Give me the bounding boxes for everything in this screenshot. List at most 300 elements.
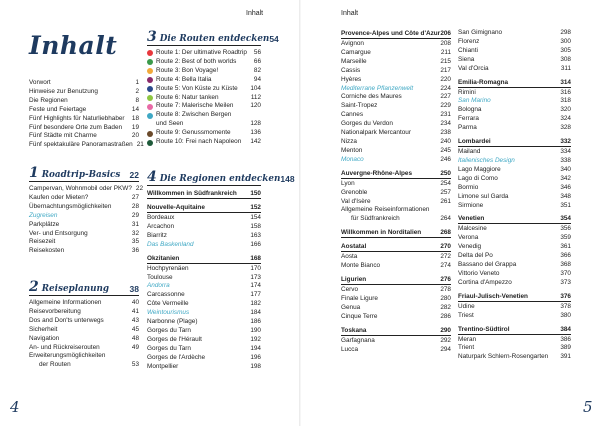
toc-entry-label: Ferrara [458, 115, 479, 123]
toc-entry[interactable] [341, 120, 451, 129]
toc-entry-label: Erweiterungsmöglichkeiten [29, 352, 106, 360]
toc-entry-label: für Südfrankreich [351, 215, 400, 223]
toc-entry[interactable] [147, 232, 261, 241]
toc-entry[interactable] [147, 354, 261, 363]
toc-entry-page: 198 [250, 362, 261, 370]
toc-entry[interactable] [29, 299, 139, 308]
toc-column-2 [458, 29, 571, 366]
group-page: 376 [560, 292, 571, 300]
toc-entry-label: Parma [458, 124, 477, 132]
toc-entry[interactable] [341, 346, 451, 355]
toc-entry-page: 292 [440, 336, 451, 344]
toc-entry[interactable] [147, 336, 261, 345]
toc-entry-label: Vorwort [29, 79, 51, 86]
toc-entry-label: Arcachon [147, 222, 174, 230]
toc-group [458, 137, 571, 210]
group-title: Friaul-Julisch-Venetien [458, 292, 528, 300]
toc-entry-label: Reisekosten [29, 247, 65, 255]
group-heading[interactable] [147, 254, 261, 264]
toc-entry-page: 370 [560, 269, 571, 277]
toc-entry-page: 234 [440, 120, 451, 128]
toc-entry[interactable] [341, 85, 451, 94]
page-number: 4 [10, 398, 20, 416]
section-title: Die Regionen entdecken [159, 174, 281, 185]
route-label: Route 8: Zwischen Bergen [156, 111, 232, 119]
toc-entry[interactable] [147, 363, 261, 372]
route-page: 128 [250, 120, 261, 128]
toc-entry-page: 208 [440, 40, 451, 47]
toc-entry-label: Gorges de l'Hérault [147, 335, 202, 343]
toc-entry[interactable] [147, 223, 261, 232]
toc-entry[interactable] [341, 286, 451, 295]
intro-list [29, 79, 144, 150]
toc-entry-label: Navigation [29, 334, 60, 342]
toc-entry-page: 21 [136, 141, 144, 149]
toc-entry-page: 211 [440, 48, 451, 56]
toc-entry[interactable] [341, 40, 451, 49]
toc-entry-page: 359 [560, 234, 571, 242]
toc-entry[interactable] [341, 76, 451, 85]
toc-entry-label: Fünf Highlights für Naturliebhaber [29, 114, 125, 122]
route-label: Route 1: Der ultimative Roadtrip [156, 49, 247, 56]
toc-entry[interactable] [341, 313, 451, 322]
group-title: Ligurien [341, 276, 367, 284]
section-4 [147, 169, 295, 376]
group-title: Willkommen in Norditalien [341, 229, 422, 237]
toc-entry[interactable] [29, 141, 144, 150]
toc-entry[interactable] [29, 79, 139, 88]
toc-entry[interactable] [458, 38, 571, 47]
toc-entry[interactable] [341, 102, 451, 111]
section-title: Reiseplanung [41, 284, 110, 295]
group-page: 168 [250, 254, 261, 262]
route-color-dot [147, 59, 153, 65]
toc-entry[interactable] [341, 198, 451, 207]
toc-entry[interactable] [341, 295, 451, 304]
group-heading[interactable] [341, 228, 451, 238]
toc-entry-page: 361 [560, 243, 571, 251]
section-heading[interactable] [147, 29, 279, 46]
group-heading[interactable] [341, 169, 451, 179]
route-color-dot [147, 122, 153, 128]
toc-entry-page: 324 [560, 115, 571, 123]
toc-entry-label: Grenoble [341, 188, 368, 196]
toc-entry-label: der Routen [39, 361, 71, 369]
toc-entry-label: Gorges de l'Ardèche [147, 353, 206, 361]
toc-entry-label: Übernachtungsmöglichkeiten [29, 202, 112, 210]
toc-entry-label: Trient [458, 344, 475, 352]
toc-entry-label: Delta del Po [458, 252, 493, 260]
toc-entry-label: Gorges du Tarn [147, 344, 191, 352]
toc-entry[interactable] [458, 353, 571, 362]
group-heading[interactable] [458, 214, 571, 224]
toc-entry-page: 311 [560, 64, 571, 72]
toc-entry-label: Hochpyrenäen [147, 264, 189, 272]
toc-entry[interactable] [29, 97, 139, 106]
toc-entry-page: 231 [440, 111, 451, 119]
toc-entry-label: Feste und Feiertage [29, 105, 87, 113]
toc-entry[interactable] [147, 274, 261, 283]
section-heading[interactable] [147, 169, 295, 186]
toc-entry-label: Parkplätze [29, 220, 60, 228]
toc-entry-label: Lucca [341, 345, 359, 353]
route-entry[interactable] [147, 58, 261, 67]
toc-entry-label: Fünf besondere Orte zum Baden [29, 123, 123, 131]
toc-entry[interactable] [147, 327, 261, 336]
toc-entry-page: 257 [440, 188, 451, 196]
toc-entry[interactable] [341, 189, 451, 198]
route-entry[interactable] [147, 102, 261, 111]
toc-entry[interactable] [458, 166, 571, 175]
group-heading[interactable] [341, 29, 451, 39]
group-title: Nouvelle-Aquitaine [147, 204, 205, 211]
toc-entry[interactable] [147, 265, 261, 274]
toc-group [341, 242, 451, 271]
running-header: Inhalt [246, 10, 264, 17]
toc-group [458, 325, 571, 363]
toc-entry-page: 294 [440, 345, 451, 353]
toc-entry[interactable] [29, 326, 139, 335]
toc-entry[interactable] [341, 58, 451, 67]
toc-entry-page: 184 [250, 309, 261, 317]
toc-entry-label: Campervan, Wohnmobil oder PKW? [29, 185, 132, 192]
section-page: 148 [280, 174, 295, 185]
section-heading[interactable] [29, 280, 139, 296]
toc-entry[interactable] [458, 312, 571, 321]
toc-entry[interactable] [341, 147, 451, 156]
toc-entry[interactable] [341, 262, 451, 271]
route-entry[interactable] [147, 111, 261, 120]
toc-entry-page: 14 [131, 105, 139, 113]
toc-entry-label: Nationalpark Mercantour [341, 129, 411, 137]
toc-entry[interactable] [458, 279, 571, 288]
section-2 [29, 280, 139, 370]
toc-entry[interactable] [458, 202, 571, 211]
toc-entry-label: Allgemeine Reiseinformationen [341, 206, 430, 214]
toc-entry[interactable] [147, 309, 261, 318]
toc-entry[interactable] [458, 124, 571, 133]
toc-entry-page: 1 [135, 79, 139, 86]
toc-entry[interactable] [29, 352, 139, 361]
toc-entry-page: 43 [131, 316, 139, 324]
toc-entry[interactable] [147, 241, 261, 250]
toc-entry-label: Ver- und Entsorgung [29, 229, 88, 237]
toc-entry[interactable] [458, 243, 571, 252]
route-label: Route 6: Natur tanken [156, 93, 219, 101]
toc-entry-label: Limone sul Garda [458, 192, 509, 200]
toc-entry[interactable] [29, 247, 139, 256]
group-title: Emilia-Romagna [458, 78, 509, 86]
toc-entry[interactable] [29, 88, 139, 97]
toc-entry[interactable] [29, 344, 139, 353]
toc-entry-page: 340 [560, 165, 571, 173]
route-page: 104 [250, 84, 261, 92]
toc-entry-page: 41 [131, 307, 139, 315]
toc-entry-page: 2 [135, 87, 139, 95]
route-color-dot [147, 68, 153, 74]
right-page [300, 0, 600, 426]
toc-entry-page: 373 [560, 278, 571, 286]
toc-entry[interactable] [147, 318, 261, 327]
toc-entry[interactable] [458, 234, 571, 243]
toc-entry[interactable] [458, 106, 571, 115]
toc-entry-page: 318 [560, 97, 571, 105]
toc-entry-page: 298 [560, 29, 571, 36]
group-heading[interactable] [341, 242, 451, 252]
toc-entry[interactable] [341, 129, 451, 138]
route-page: 56 [253, 49, 261, 56]
toc-group [458, 78, 571, 134]
toc-entry[interactable] [29, 238, 139, 247]
toc-entry-label: Lago di Como [458, 174, 498, 182]
toc-entry-page: 261 [440, 197, 451, 205]
toc-entry-label: Hyères [341, 75, 362, 83]
toc-entry[interactable] [458, 157, 571, 166]
toc-entry-label: Monte Bianco [341, 262, 381, 270]
toc-entry-page: 351 [560, 201, 571, 209]
toc-entry[interactable] [29, 203, 139, 212]
section-title: Die Routen entdecken [159, 34, 270, 45]
toc-entry[interactable] [29, 115, 139, 124]
toc-entry-page: 389 [560, 344, 571, 352]
route-entry[interactable] [147, 138, 261, 147]
toc-entry[interactable] [458, 252, 571, 261]
toc-group [341, 228, 451, 238]
group-page: 332 [560, 138, 571, 146]
toc-entry-page: 32 [131, 229, 139, 237]
toc-entry[interactable] [458, 65, 571, 74]
toc-entry-page: 48 [131, 334, 139, 342]
toc-entry-label: Cannes [341, 111, 364, 119]
toc-entry-label: Italienisches Design [458, 156, 515, 164]
toc-entry-page: 240 [440, 137, 451, 145]
toc-group [341, 326, 451, 355]
section-heading[interactable] [29, 166, 139, 182]
toc-entry[interactable] [147, 214, 261, 223]
toc-entry-label: Bassano del Grappa [458, 261, 517, 269]
route-entry[interactable] [147, 76, 261, 85]
toc-entry-label: Gorges du Tarn [147, 326, 191, 334]
toc-entry-label: Das Baskenland [147, 240, 194, 248]
toc-entry-page: 227 [440, 93, 451, 101]
route-label: Route 5: Von Küste zu Küste [156, 84, 238, 92]
toc-entry[interactable] [341, 49, 451, 58]
toc-entry-label: Nizza [341, 137, 357, 145]
toc-entry-page: 40 [131, 299, 139, 306]
toc-entry[interactable] [29, 221, 139, 230]
toc-entry[interactable] [147, 282, 261, 291]
toc-entry-page: 245 [440, 146, 451, 154]
toc-entry[interactable] [341, 304, 451, 313]
toc-entry-page: 308 [560, 55, 571, 63]
toc-entry-label: Montpellier [147, 362, 179, 370]
route-entry[interactable] [147, 94, 261, 103]
toc-entry[interactable] [341, 67, 451, 76]
toc-entry-page: 217 [440, 66, 451, 74]
toc-entry-page: 300 [560, 37, 571, 45]
toc-entry-label: Côte Vermeille [147, 300, 189, 308]
toc-entry-page: 49 [131, 343, 139, 351]
route-entry[interactable] [147, 120, 261, 129]
toc-entry[interactable] [341, 156, 451, 165]
toc-entry-page: 170 [250, 264, 261, 272]
toc-entry[interactable] [29, 335, 139, 344]
toc-entry[interactable] [458, 97, 571, 106]
route-entry[interactable] [147, 85, 261, 94]
toc-entry-label: Kaufen oder Mieten? [29, 193, 89, 201]
toc-entry-label: Garfagnana [341, 336, 375, 344]
toc-entry[interactable] [458, 56, 571, 65]
toc-entry[interactable] [29, 132, 139, 141]
toc-entry-label: Mailand [458, 148, 481, 156]
group-title: Venetien [458, 215, 485, 223]
toc-entry-label: Monaco [341, 155, 364, 163]
toc-entry-label: Vittorio Veneto [458, 269, 500, 277]
toc-entry-label: Malcesine [458, 225, 487, 233]
toc-entry-label: Lyon [341, 179, 355, 187]
toc-entry[interactable] [458, 148, 571, 157]
toc-entry-page: 366 [560, 252, 571, 260]
toc-entry-label: Val d'Isère [341, 197, 371, 205]
toc-entry[interactable] [458, 175, 571, 184]
toc-entry[interactable] [29, 317, 139, 326]
toc-entry[interactable] [147, 345, 261, 354]
toc-entry-label: Avignon [341, 40, 364, 47]
toc-entry[interactable] [458, 184, 571, 193]
toc-entry-label: Cassis [341, 66, 361, 74]
toc-entry-label: Weintourismus [147, 309, 190, 317]
toc-entry[interactable] [458, 270, 571, 279]
route-color-dot [147, 77, 153, 83]
group-heading[interactable] [458, 292, 571, 302]
toc-entry-page: 174 [250, 282, 261, 290]
toc-entry[interactable] [29, 230, 139, 239]
toc-entry-label: Bologna [458, 106, 482, 114]
route-label: Route 7: Malerische Meilen [156, 102, 234, 110]
toc-entry-page: 158 [250, 222, 261, 230]
group-heading[interactable] [458, 78, 571, 88]
toc-entry[interactable] [341, 253, 451, 262]
toc-entry[interactable] [29, 124, 139, 133]
toc-group [341, 275, 451, 322]
toc-entry[interactable] [458, 303, 571, 312]
route-entry[interactable] [147, 49, 261, 58]
route-color-dot [147, 95, 153, 101]
group-heading[interactable] [458, 137, 571, 147]
route-page: 136 [250, 129, 261, 137]
route-color-dot [147, 140, 153, 146]
toc-entry[interactable] [458, 47, 571, 56]
toc-entry[interactable] [341, 111, 451, 120]
toc-entry-label: Carcassonne [147, 291, 185, 299]
toc-entry-page: 31 [131, 220, 139, 228]
toc-entry-label: Cervo [341, 286, 359, 294]
group-title: Willkommen in Südfrankreich [147, 190, 237, 197]
group-heading[interactable] [458, 325, 571, 335]
toc-entry-page: 229 [440, 102, 451, 110]
toc-entry-label: Udine [458, 302, 475, 310]
toc-group [341, 169, 451, 225]
toc-entry[interactable] [341, 206, 451, 215]
toc-entry[interactable] [147, 300, 261, 309]
toc-entry[interactable] [458, 115, 571, 124]
toc-entry-label: Rimini [458, 88, 476, 96]
toc-group [147, 203, 261, 250]
toc-entry[interactable] [458, 225, 571, 234]
toc-entry-label: Sirmione [458, 201, 484, 209]
toc-entry-page: 220 [440, 75, 451, 83]
route-color-dot [147, 50, 153, 56]
toc-entry-page: 254 [440, 179, 451, 187]
group-heading[interactable] [341, 275, 451, 285]
toc-entry-label: Andorra [147, 282, 170, 290]
toc-entry[interactable] [458, 344, 571, 353]
toc-entry-page: 27 [131, 193, 139, 201]
toc-entry-label: Val d'Orcia [458, 64, 489, 72]
group-title: Toskana [341, 326, 367, 334]
toc-entry-label: Sicherheit [29, 325, 58, 333]
group-heading[interactable] [341, 326, 451, 336]
toc-entry-label: Reisezeit [29, 238, 56, 246]
group-heading[interactable] [147, 203, 261, 213]
toc-entry[interactable] [341, 138, 451, 147]
toc-entry-page: 356 [560, 225, 571, 233]
toc-entry[interactable] [458, 336, 571, 345]
toc-entry[interactable] [29, 194, 139, 203]
toc-entry[interactable] [147, 291, 261, 300]
toc-entry[interactable] [341, 215, 451, 224]
toc-entry[interactable] [29, 212, 139, 221]
toc-entry-label: Cortina d'Ampezzo [458, 278, 512, 286]
toc-entry[interactable] [29, 361, 139, 370]
route-color-dot [147, 104, 153, 110]
toc-entry[interactable] [458, 29, 571, 38]
group-title: Lombardei [458, 138, 491, 146]
toc-entry[interactable] [458, 261, 571, 270]
toc-entry-label: Hinweise zur Benutzung [29, 87, 98, 95]
toc-entry[interactable] [341, 93, 451, 102]
group-heading[interactable] [147, 189, 261, 199]
toc-entry-page: 19 [131, 123, 139, 131]
page-number: 5 [583, 398, 593, 416]
toc-entry-page: 29 [131, 211, 139, 219]
toc-entry-label: Corniche des Maures [341, 93, 402, 101]
toc-entry-page: 280 [440, 294, 451, 302]
group-page: 250 [440, 169, 451, 177]
toc-entry-page: 346 [560, 183, 571, 191]
toc-entry-label: Siena [458, 55, 475, 63]
toc-entry-page: 391 [560, 353, 571, 361]
toc-entry[interactable] [341, 337, 451, 346]
toc-entry[interactable] [29, 185, 143, 194]
toc-entry-page: 320 [560, 106, 571, 114]
toc-entry[interactable] [29, 106, 139, 115]
toc-entry-label: Venedig [458, 243, 482, 251]
toc-entry[interactable] [29, 308, 139, 317]
toc-entry-page: 192 [250, 335, 261, 343]
route-entry[interactable] [147, 129, 261, 138]
route-label: Route 4: Bella Italia [156, 75, 212, 83]
toc-entry[interactable] [341, 180, 451, 189]
toc-entry-label: Zugreisen [29, 211, 58, 219]
toc-entry[interactable] [458, 193, 571, 202]
toc-entry[interactable] [458, 89, 571, 98]
route-entry[interactable] [147, 67, 261, 76]
toc-entry-label: Menton [341, 146, 363, 154]
section-number: 3 [147, 29, 157, 45]
toc-entry-label: Fünf spektakuläre Panoramastraßen [29, 141, 133, 149]
toc-entry-page: 154 [250, 214, 261, 221]
